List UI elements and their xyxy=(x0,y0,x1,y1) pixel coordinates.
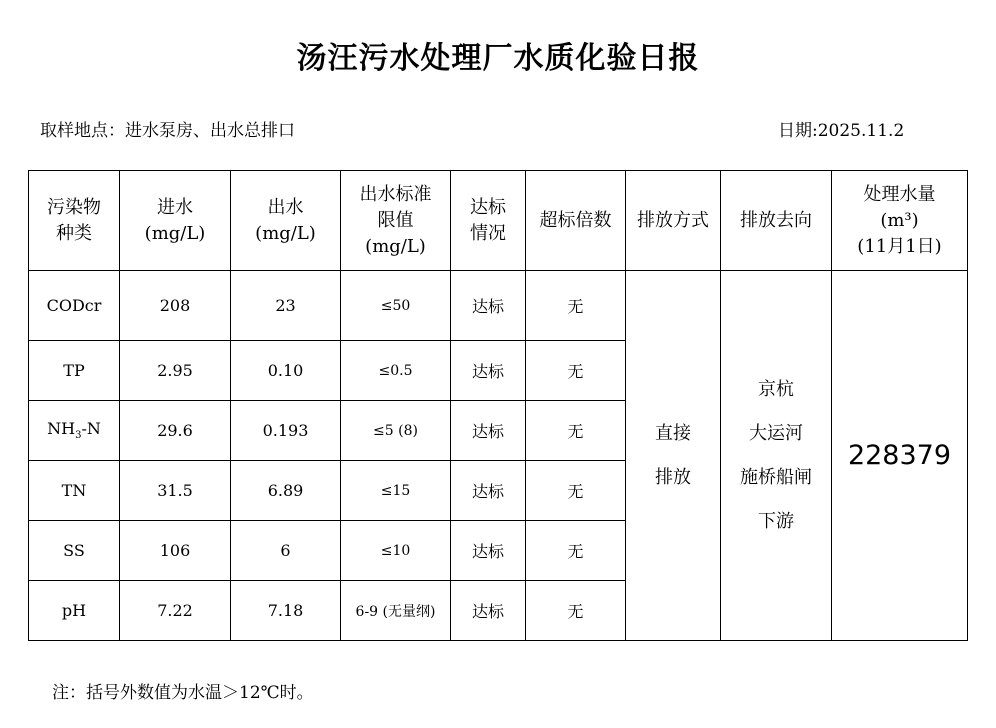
pollutant-cell: TP xyxy=(29,341,120,401)
header-discharge-dest: 排放去向 xyxy=(721,171,832,271)
date-value: 2025.11.2 xyxy=(817,121,905,141)
status-cell: 达标 xyxy=(451,581,526,641)
inflow-cell: 106 xyxy=(120,521,231,581)
header-volume-line2: (m³) xyxy=(880,209,919,231)
header-limit-line1: 出水标准 xyxy=(359,183,432,205)
status-cell: 达标 xyxy=(451,341,526,401)
limit-cell: ≤10 xyxy=(341,521,451,581)
date-label: 日期: xyxy=(778,121,818,141)
header-exceed: 超标倍数 xyxy=(526,171,626,271)
pollutant-cell: pH xyxy=(29,581,120,641)
sampling-label: 取样地点： xyxy=(40,121,125,141)
header-discharge-mode: 排放方式 xyxy=(626,171,721,271)
water-quality-table xyxy=(28,170,968,641)
discharge-dest-line3: 施桥船闸 xyxy=(740,466,812,488)
header-volume xyxy=(832,171,968,271)
inflow-cell: 29.6 xyxy=(120,401,231,461)
status-cell: 达标 xyxy=(451,521,526,581)
header-status xyxy=(451,171,526,271)
header-limit-line3: (mg/L) xyxy=(365,235,426,257)
sampling-value: 进水泵房、出水总排口 xyxy=(125,121,295,141)
limit-cell: ≤0.5 xyxy=(341,341,451,401)
status-cell: 达标 xyxy=(451,461,526,521)
discharge-mode-cell xyxy=(626,271,721,641)
outflow-cell: 6 xyxy=(231,521,341,581)
outflow-cell: 23 xyxy=(231,271,341,341)
exceed-cell: 无 xyxy=(526,581,626,641)
inflow-cell: 7.22 xyxy=(120,581,231,641)
header-outflow-line2: (mg/L) xyxy=(255,222,316,244)
exceed-cell: 无 xyxy=(526,521,626,581)
pollutant-cell: TN xyxy=(29,461,120,521)
status-cell: 达标 xyxy=(451,401,526,461)
outflow-cell: 6.89 xyxy=(231,461,341,521)
inflow-cell: 31.5 xyxy=(120,461,231,521)
pollutant-tail: -N xyxy=(81,419,101,439)
limit-cell: ≤15 xyxy=(341,461,451,521)
footnote: 注：括号外数值为水温＞12℃时。 xyxy=(52,683,314,703)
sampling-location xyxy=(40,116,295,141)
exceed-cell: 无 xyxy=(526,461,626,521)
inflow-cell: 208 xyxy=(120,271,231,341)
exceed-cell: 无 xyxy=(526,341,626,401)
header-volume-line3: (11月1日) xyxy=(857,235,942,257)
header-limit xyxy=(341,171,451,271)
report-date xyxy=(778,116,904,141)
limit-cell: ≤5 (8) xyxy=(341,401,451,461)
table-row-codcr xyxy=(29,271,968,341)
limit-cell: ≤50 xyxy=(341,271,451,341)
outflow-cell: 7.18 xyxy=(231,581,341,641)
pollutant-subscript: 3 xyxy=(75,430,82,442)
header-inflow-line2: (mg/L) xyxy=(144,222,206,244)
discharge-mode-line2: 排放 xyxy=(655,466,691,488)
header-pollutant-line2: 种类 xyxy=(56,222,92,244)
header-row xyxy=(29,171,968,271)
header-pollutant-line1: 污染物 xyxy=(47,196,101,218)
header-pollutant xyxy=(29,171,120,271)
header-outflow-line1: 出水 xyxy=(267,196,304,218)
header-inflow-line1: 进水 xyxy=(157,196,193,218)
header-limit-line2: 限值 xyxy=(377,209,414,231)
exceed-cell: 无 xyxy=(526,271,626,341)
discharge-mode-line1: 直接 xyxy=(655,422,691,444)
pollutant-cell: SS xyxy=(29,521,120,581)
volume-cell: 228379 xyxy=(832,271,968,641)
inflow-cell: 2.95 xyxy=(120,341,231,401)
header-volume-line1: 处理水量 xyxy=(863,183,936,205)
discharge-dest-line2: 大运河 xyxy=(749,422,803,444)
pollutant-cell: CODcr xyxy=(29,271,120,341)
exceed-cell: 无 xyxy=(526,401,626,461)
status-cell: 达标 xyxy=(451,271,526,341)
header-outflow xyxy=(231,171,341,271)
discharge-dest-line1: 京杭 xyxy=(758,378,794,400)
discharge-dest-cell xyxy=(721,271,832,641)
header-status-line1: 达标 xyxy=(470,196,506,218)
header-status-line2: 情况 xyxy=(470,222,506,244)
outflow-cell: 0.193 xyxy=(231,401,341,461)
outflow-cell: 0.10 xyxy=(231,341,341,401)
header-inflow xyxy=(120,171,231,271)
report-title: 汤汪污水处理厂水质化验日报 xyxy=(296,41,700,76)
discharge-dest-line4: 下游 xyxy=(758,510,794,532)
limit-cell: 6-9 (无量纲) xyxy=(341,581,451,641)
pollutant-cell xyxy=(29,401,120,461)
pollutant-main: NH xyxy=(47,419,76,439)
